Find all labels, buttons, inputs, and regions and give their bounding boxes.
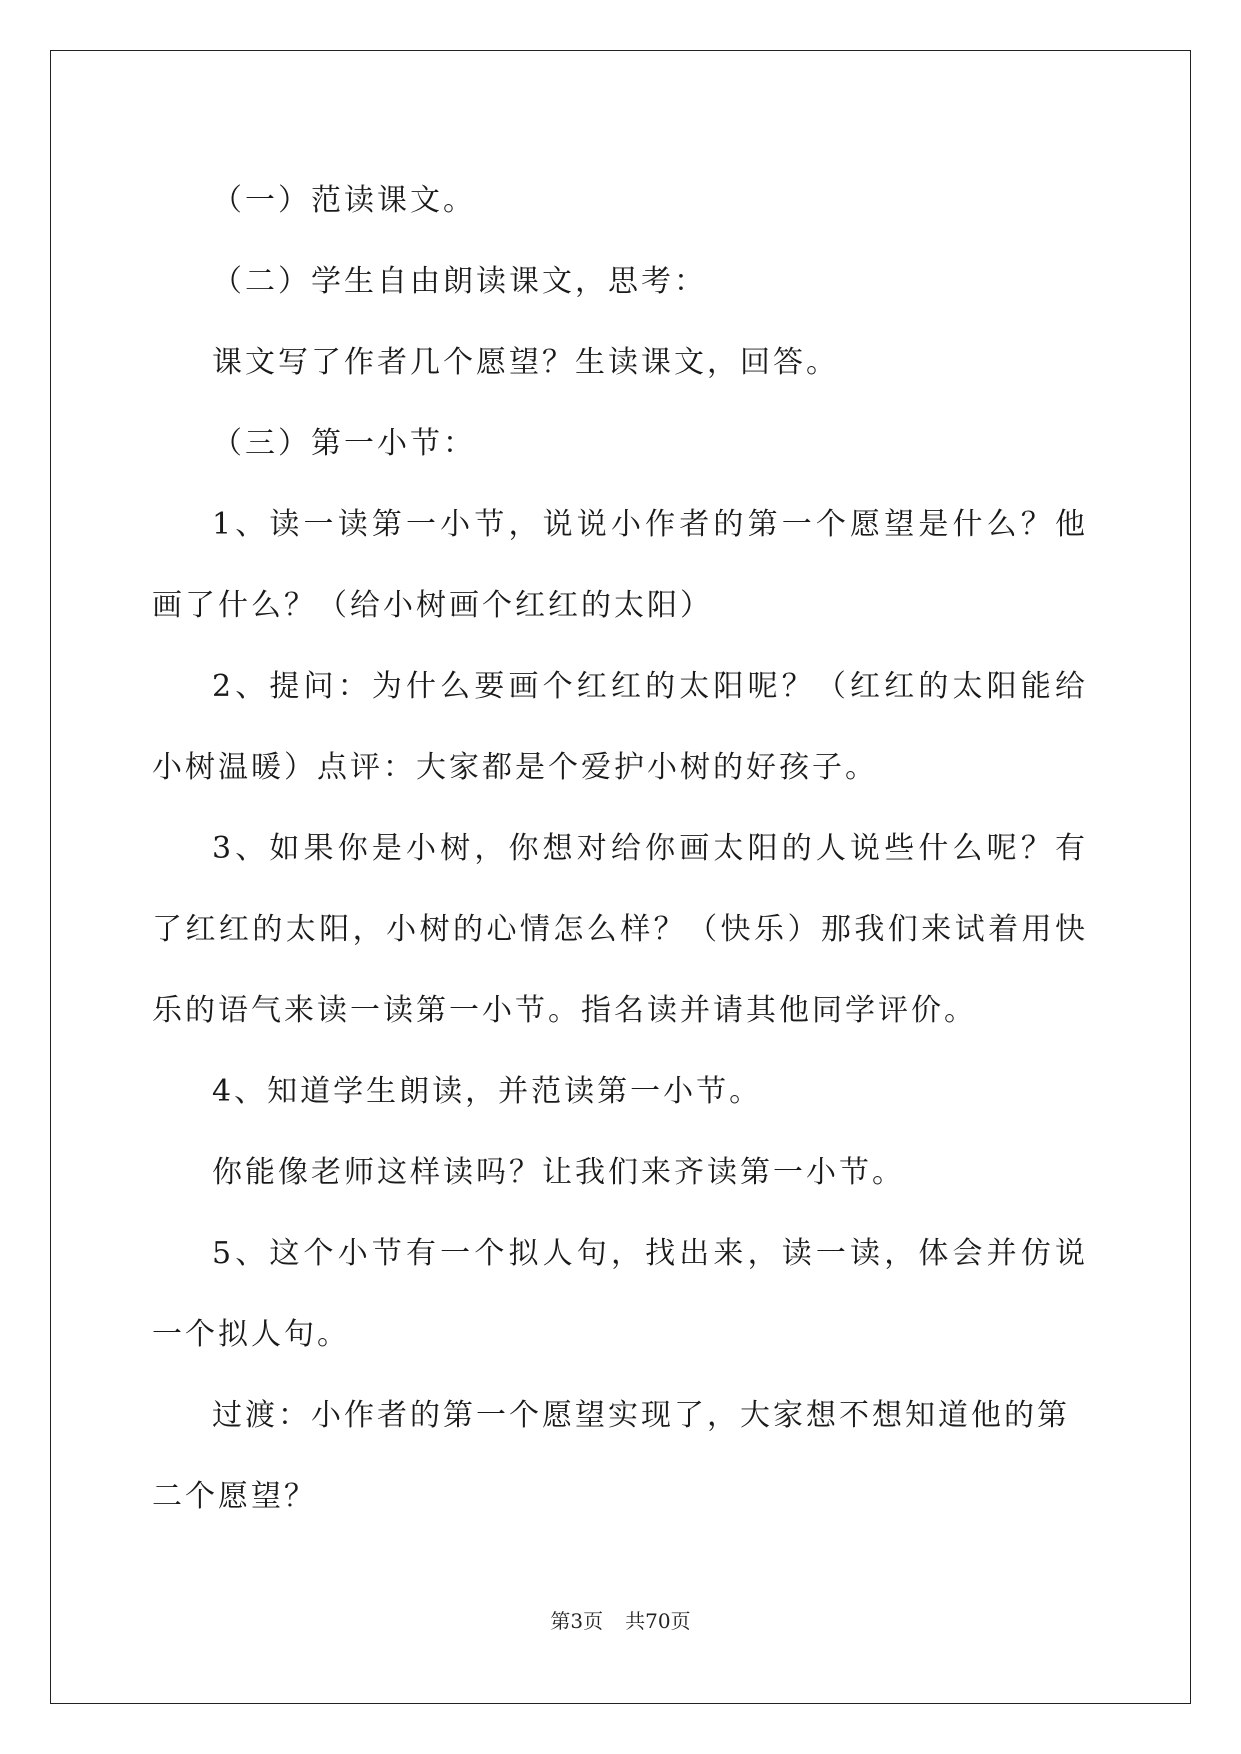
paragraph: 5、这个小节有一个拟人句，找出来，读一读，体会并仿说一个拟人句。: [152, 1236, 1088, 1352]
paragraph: （二）学生自由朗读课文，思考：: [212, 264, 707, 299]
document-body: [152, 160, 1088, 1537]
paragraph: 4、知道学生朗读，并范读第一小节。: [212, 1074, 763, 1109]
paragraph: 1、读一读第一小节，说说小作者的第一个愿望是什么？他画了什么？（给小树画个红红的太阳）: [152, 507, 1088, 623]
page-number: 第3页: [550, 1609, 604, 1633]
paragraph: 2、提问：为什么要画个红红的太阳呢？（红红的太阳能给小树温暖）点评：大家都是个爱护小树的好孩子。: [152, 669, 1088, 785]
paragraph: 过渡：小作者的第一个愿望实现了，大家想不想知道他的第二个愿望？: [152, 1398, 1070, 1514]
paragraph: （一）范读课文。: [212, 183, 476, 218]
paragraph: （三）第一小节：: [212, 426, 476, 461]
paragraph: 课文写了作者几个愿望？生读课文，回答。: [212, 345, 839, 380]
page-footer: [0, 1605, 1241, 1634]
paragraph: 3、如果你是小树，你想对给你画太阳的人说些什么呢？有了红红的太阳，小树的心情怎么样？（快乐）那我们来试着用快乐的语气来读一读第一小节。指名读并请其他同学评价。: [152, 831, 1088, 1028]
paragraph: 你能像老师这样读吗？让我们来齐读第一小节。: [212, 1155, 905, 1190]
page-total: 共70页: [625, 1609, 691, 1633]
